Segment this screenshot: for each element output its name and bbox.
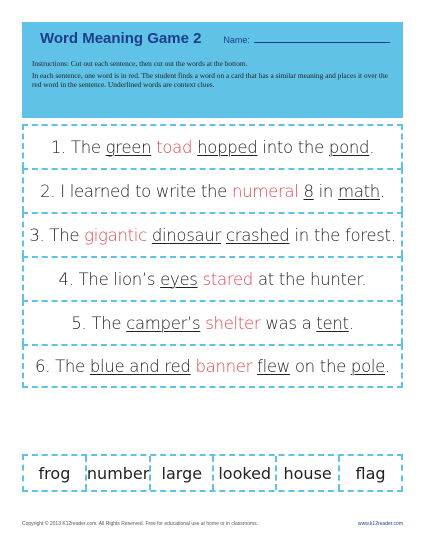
sentence-word: the: [313, 225, 341, 245]
instruction-line-2: In each sentence, one word is in red. The student finds a word on a card that has a similar meaning and places it over the red word in the sentence. Underlined words are context clues.: [32, 71, 388, 89]
sentence-card-2: [22, 168, 403, 212]
target-word: stared: [202, 269, 253, 289]
sentence-text: [35, 357, 390, 376]
context-clue-word: camper’s: [126, 313, 201, 333]
sentence-text: [71, 314, 353, 333]
target-word: gigantic: [84, 225, 147, 245]
name-field-line[interactable]: [254, 33, 390, 43]
header-panel: [22, 22, 403, 118]
title-row: [32, 30, 393, 47]
sentence-text: [59, 270, 367, 289]
target-word: shelter: [205, 313, 261, 333]
context-clue-word: pond: [328, 137, 370, 157]
sentence-number: 5.: [71, 313, 87, 333]
sentence-card-4: [22, 256, 403, 300]
sentence-number: 4.: [58, 269, 74, 289]
word-card-large[interactable]: large: [151, 456, 214, 490]
word-card-number[interactable]: number: [87, 456, 151, 490]
sentence-number: 1.: [50, 137, 66, 157]
sentence-word: the: [278, 269, 306, 289]
word-card-flag[interactable]: flag: [355, 463, 386, 483]
copyright-text: Copyright © 2013 K12reader.com. All Rights Reserved. Free for educational use at home or in classrooms.: [22, 521, 259, 527]
word-card-house[interactable]: house: [277, 456, 340, 490]
word-card-frog[interactable]: frog: [24, 456, 87, 490]
context-clue-word: green: [105, 137, 152, 157]
sentence-word: The: [70, 137, 101, 157]
sentence-word: on: [294, 356, 315, 376]
instructions: [32, 59, 393, 89]
sentence-word: learned: [69, 181, 131, 201]
sentence-text: [51, 138, 374, 157]
sentence-text: [40, 182, 385, 201]
sentence-number: 3.: [29, 225, 45, 245]
sentence-word: The: [78, 269, 109, 289]
sentence-word: at: [257, 269, 274, 289]
sentence-word: .: [385, 356, 390, 376]
target-word: toad: [156, 137, 193, 157]
target-word: banner: [195, 356, 253, 376]
sentence-card-1: [22, 124, 403, 168]
name-label: Name:: [223, 35, 250, 45]
context-clue-word: pole: [350, 356, 386, 376]
context-clue-word: blue and red: [89, 356, 191, 376]
context-clue-word: math: [338, 181, 380, 201]
sentence-text: [29, 226, 395, 245]
sentence-word: a: [301, 313, 312, 333]
sentence-word: The: [49, 225, 80, 245]
sentence-word: I: [60, 181, 65, 201]
sentence-word: the: [200, 181, 228, 201]
context-clue-word: flew: [257, 356, 290, 376]
sentence-card-3: [22, 212, 403, 256]
sentence-word: .: [390, 225, 396, 245]
sentence-word: .: [361, 269, 367, 289]
sentence-word: forest: [344, 225, 391, 245]
context-clue-word: eyes: [160, 269, 198, 289]
context-clue-word: crashed: [225, 225, 290, 245]
sentence-word: was: [265, 313, 297, 333]
sentence-word: into: [262, 137, 293, 157]
sentence-cards: [22, 124, 403, 388]
word-cards: [22, 454, 403, 492]
sentence-number: 2.: [40, 181, 56, 201]
context-clue-word: tent: [316, 313, 349, 333]
sentence-card-6: [22, 344, 403, 388]
context-clue-word: dinosaur: [151, 225, 221, 245]
word-card-looked[interactable]: looked: [214, 456, 277, 490]
footer: [22, 521, 403, 527]
site-link[interactable]: www.k12reader.com: [357, 521, 403, 527]
sentence-word: in: [294, 225, 309, 245]
worksheet-title: Word Meaning Game 2: [40, 30, 202, 47]
sentence-word: .: [379, 181, 385, 201]
target-word: numeral: [232, 181, 299, 201]
sentence-word: the: [297, 137, 324, 157]
sentence-word: in: [318, 181, 334, 201]
instruction-line-1: Instructions: Cut out each sentence, then cut out the words at the bottom.: [32, 59, 248, 68]
sentence-word: to: [135, 181, 151, 201]
sentence-word: write: [155, 181, 196, 201]
context-clue-word: 8: [303, 181, 314, 201]
sentence-number: 6.: [35, 356, 51, 376]
sentence-word: .: [348, 313, 354, 333]
sentence-word: lion’s: [113, 269, 156, 289]
sentence-word: the: [319, 356, 346, 376]
context-clue-word: hopped: [197, 137, 258, 157]
sentence-card-5: [22, 300, 403, 344]
sentence-word: The: [91, 313, 122, 333]
sentence-word: .: [369, 137, 375, 157]
sentence-word: The: [55, 356, 85, 376]
sentence-word: hunter: [310, 269, 362, 289]
